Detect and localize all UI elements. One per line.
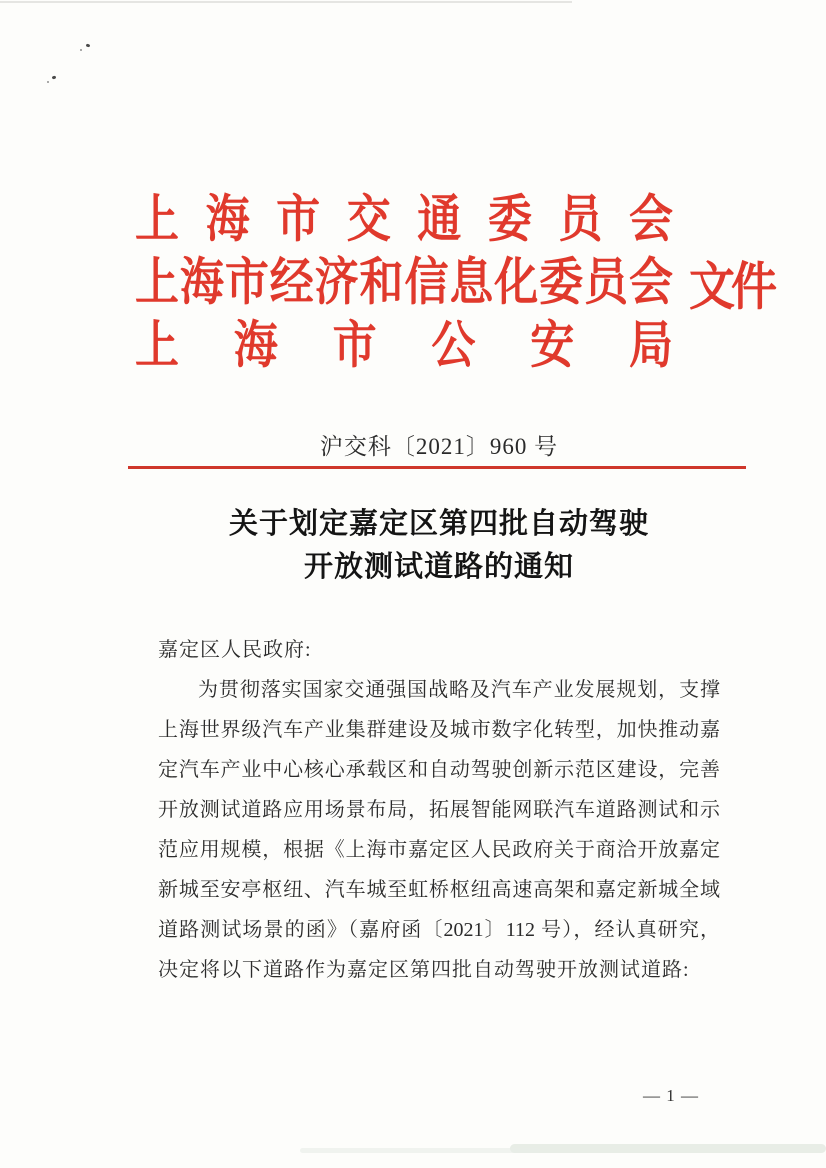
agency-name-economy-informatization-commission: 上海市经济和信息化委员会	[135, 254, 673, 311]
scan-speck	[47, 81, 49, 83]
scan-speck	[52, 76, 57, 80]
agency-name-transport-commission: 上海市交通委员会	[135, 191, 673, 248]
salutation: 嘉定区人民政府:	[158, 639, 312, 661]
body-line: 为贯彻落实国家交通强国战略及汽车产业发展规划，支撑	[198, 679, 720, 701]
body-line: 新城至安亭枢纽、汽车城至虹桥枢纽高速高架和嘉定新城全域	[158, 879, 720, 901]
document-title	[158, 503, 720, 589]
document-title-line1: 关于划定嘉定区第四批自动驾驶	[228, 508, 649, 540]
document-suffix-label: 文件	[689, 257, 773, 315]
document-reference-number: 沪交科〔2021〕960 号	[319, 434, 559, 459]
red-letterhead	[135, 188, 773, 377]
body-line: 决定将以下道路作为嘉定区第四批自动驾驶开放测试道路:	[158, 959, 690, 981]
body-line: 范应用规模，根据《上海市嘉定区人民政府关于商洽开放嘉定	[158, 839, 720, 861]
red-divider-line	[128, 466, 746, 469]
scan-speck	[86, 43, 91, 47]
page-number: — 1 —	[643, 1086, 699, 1105]
body-line: 道路测试场景的函》（嘉府函〔2021〕112 号），经认真研究，	[158, 919, 720, 941]
document-body	[158, 630, 720, 990]
scan-edge-artifact	[0, 1, 572, 3]
body-line: 定汽车产业中心核心承载区和自动驾驶创新示范区建设，完善	[158, 759, 720, 781]
agency-name-list	[135, 188, 673, 377]
body-line: 开放测试道路应用场景布局，拓展智能网联汽车道路测试和示	[158, 799, 720, 821]
scan-speck	[80, 49, 82, 51]
scan-smudge-artifact	[510, 1144, 826, 1153]
agency-name-public-security-bureau: 上海市公安局	[135, 317, 673, 374]
scan-smudge-artifact	[300, 1148, 540, 1153]
body-line: 上海世界级汽车产业集群建设及城市数字化转型，加快推动嘉	[158, 719, 720, 741]
document-title-line2: 开放测试道路的通知	[303, 551, 574, 583]
